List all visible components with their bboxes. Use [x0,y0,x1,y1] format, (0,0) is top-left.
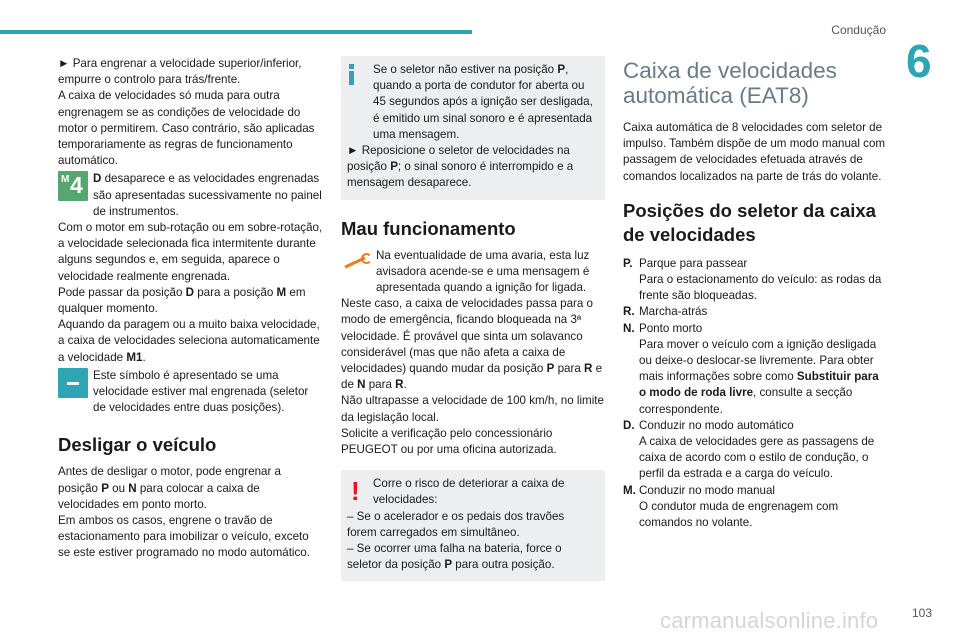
column-1 [58,56,324,562]
icon-row [58,368,324,417]
icon-row [341,248,605,297]
heading-malfunction: Mau funcionamento [341,217,516,239]
list-item [623,256,888,305]
manual-gear-m4-icon: M 4 [58,171,88,201]
list-item-key: D. [623,418,635,432]
heading-selector-positions: Posições do seletor da caixa de velocidades [623,199,876,245]
selector-positions-list [623,256,888,531]
paragraph: Aquando da paragem ou a muito baixa velocidade, a caixa de velocidades seleciona automaticamente a velocidade M1. [58,318,320,364]
paragraph: D desaparece e as velocidades engrenadas são apresentadas sucessivamente no painel de instrumentos. [93,172,322,218]
paragraph: Este símbolo é apresentado se uma velocidade estiver mal engrenada (seletor de velocidades entre duas posições). [93,368,309,415]
note-text: Se o seletor não estiver na posição P, quando a porta de condutor for aberta ou 45 segundos após a ignição ser desligada, é emitido um sinal sonoro e é apresentada uma mensagem. [373,63,593,141]
list-item-key: R. [623,305,635,319]
note-text: – Se o acelerador e os pedais dos travões forem carregados em simultâneo. [347,509,565,539]
info-note [341,56,605,200]
paragraph: ► Para engrenar a velocidade superior/inferior, empurre o controlo para trás/frente. [58,57,302,87]
warning-note [341,470,605,581]
list-item-text: Ponto morto Para mover o veículo com a ignição desligada ou deixe-o deslocar-se livremente. Para obter mais informações sobre como Substituir para o modo de roda livre, consulte a secção correspondente. [639,321,879,416]
column-3 [623,56,888,531]
paragraph: Em ambos os casos, engrene o travão de estacionamento para imobilizar o veículo, exceto se este estiver programado no modo automático. [58,514,310,560]
list-item [623,418,888,483]
list-item-text: Conduzir no modo manual O condutor muda de engrenagem com comandos no volante. [639,483,839,530]
top-accent-bar [0,30,472,34]
gear-fault-dash-icon [58,368,88,398]
list-item [623,483,888,532]
note-text: – Se ocorrer uma falha na bateria, force o seletor da posição P para outra posição. [347,542,562,572]
paragraph: Com o motor em sub-rotação ou em sobre-rotação, a velocidade selecionada fica intermitente durante alguns segundos e, em seguida, aparece o velocidade realmente engrenada. [58,221,323,283]
paragraph: Não ultrapasse a velocidade de 100 km/h, no limite da legislação local. [341,394,604,424]
list-item-key: M. [623,483,636,497]
list-item-text: Marcha-atrás [639,305,708,319]
section-name: Condução [831,23,886,37]
watermark: carmanualsonline.info [660,608,879,633]
paragraph: Antes de desligar o motor, pode engrenar a posição P ou N para colocar a caixa de velocidades em ponto morto. [58,465,282,511]
warning-exclamation-icon: ! [351,476,360,507]
chapter-number: 6 [906,35,932,87]
paragraph: Neste caso, a caixa de velocidades passa para o modo de emergência, ficando bloqueada na 3ª velocidade. É provável que sinta um solavanco considerável (mas que não afeta a caixa de velocidades) quando mudar da posição P para R e de N para R. [341,297,603,392]
heading-switch-off: Desligar o veículo [58,434,217,456]
list-item-text: Conduzir no modo automático A caixa de velocidades gere as passagens de caixa de acordo com o estilo de condução, o perfil da estrada e a carga do veículo. [639,418,875,481]
list-item-key: P. [623,256,633,270]
note-text: ► Reposicione o seletor de velocidades na posição P; o sinal sonoro é interrompido e a mensagem desaparece. [347,144,574,190]
wrench-icon [341,248,371,274]
paragraph: Na eventualidade de uma avaria, esta luz avisadora acende-se e uma mensagem é apresentada quando a ignição for ligada. [376,248,590,295]
paragraph: Solicite a verificação pelo concessionário PEUGEOT ou por uma oficina autorizada. [341,426,557,457]
section-title: Caixa de velocidades automática (EAT8) [623,58,837,108]
list-item-text: Parque para passear Para o estacionamento do veículo: as rodas da frente são bloqueadas. [639,256,882,303]
icon-row [58,171,324,220]
list-item [623,304,888,320]
paragraph: Pode passar da posição D para a posição M em qualquer momento. [58,285,306,316]
list-item [623,321,888,418]
paragraph: Caixa automática de 8 velocidades com seletor de impulso. Também dispõe de um modo manual com passagem de velocidades efetuada através de comandos localizados na parte de trás do volante. [623,121,886,183]
page-number: 103 [911,606,932,620]
paragraph: A caixa de velocidades só muda para outra engrenagem se as condições de velocidade do motor o permitirem. Caso contrário, são aplicadas temporariamente as regras de funcionamento automático. [58,89,315,168]
note-text: Corre o risco de deteriorar a caixa de velocidades: [373,477,565,507]
list-item-key: N. [623,321,635,335]
column-2 [341,56,605,581]
info-icon [349,64,355,86]
